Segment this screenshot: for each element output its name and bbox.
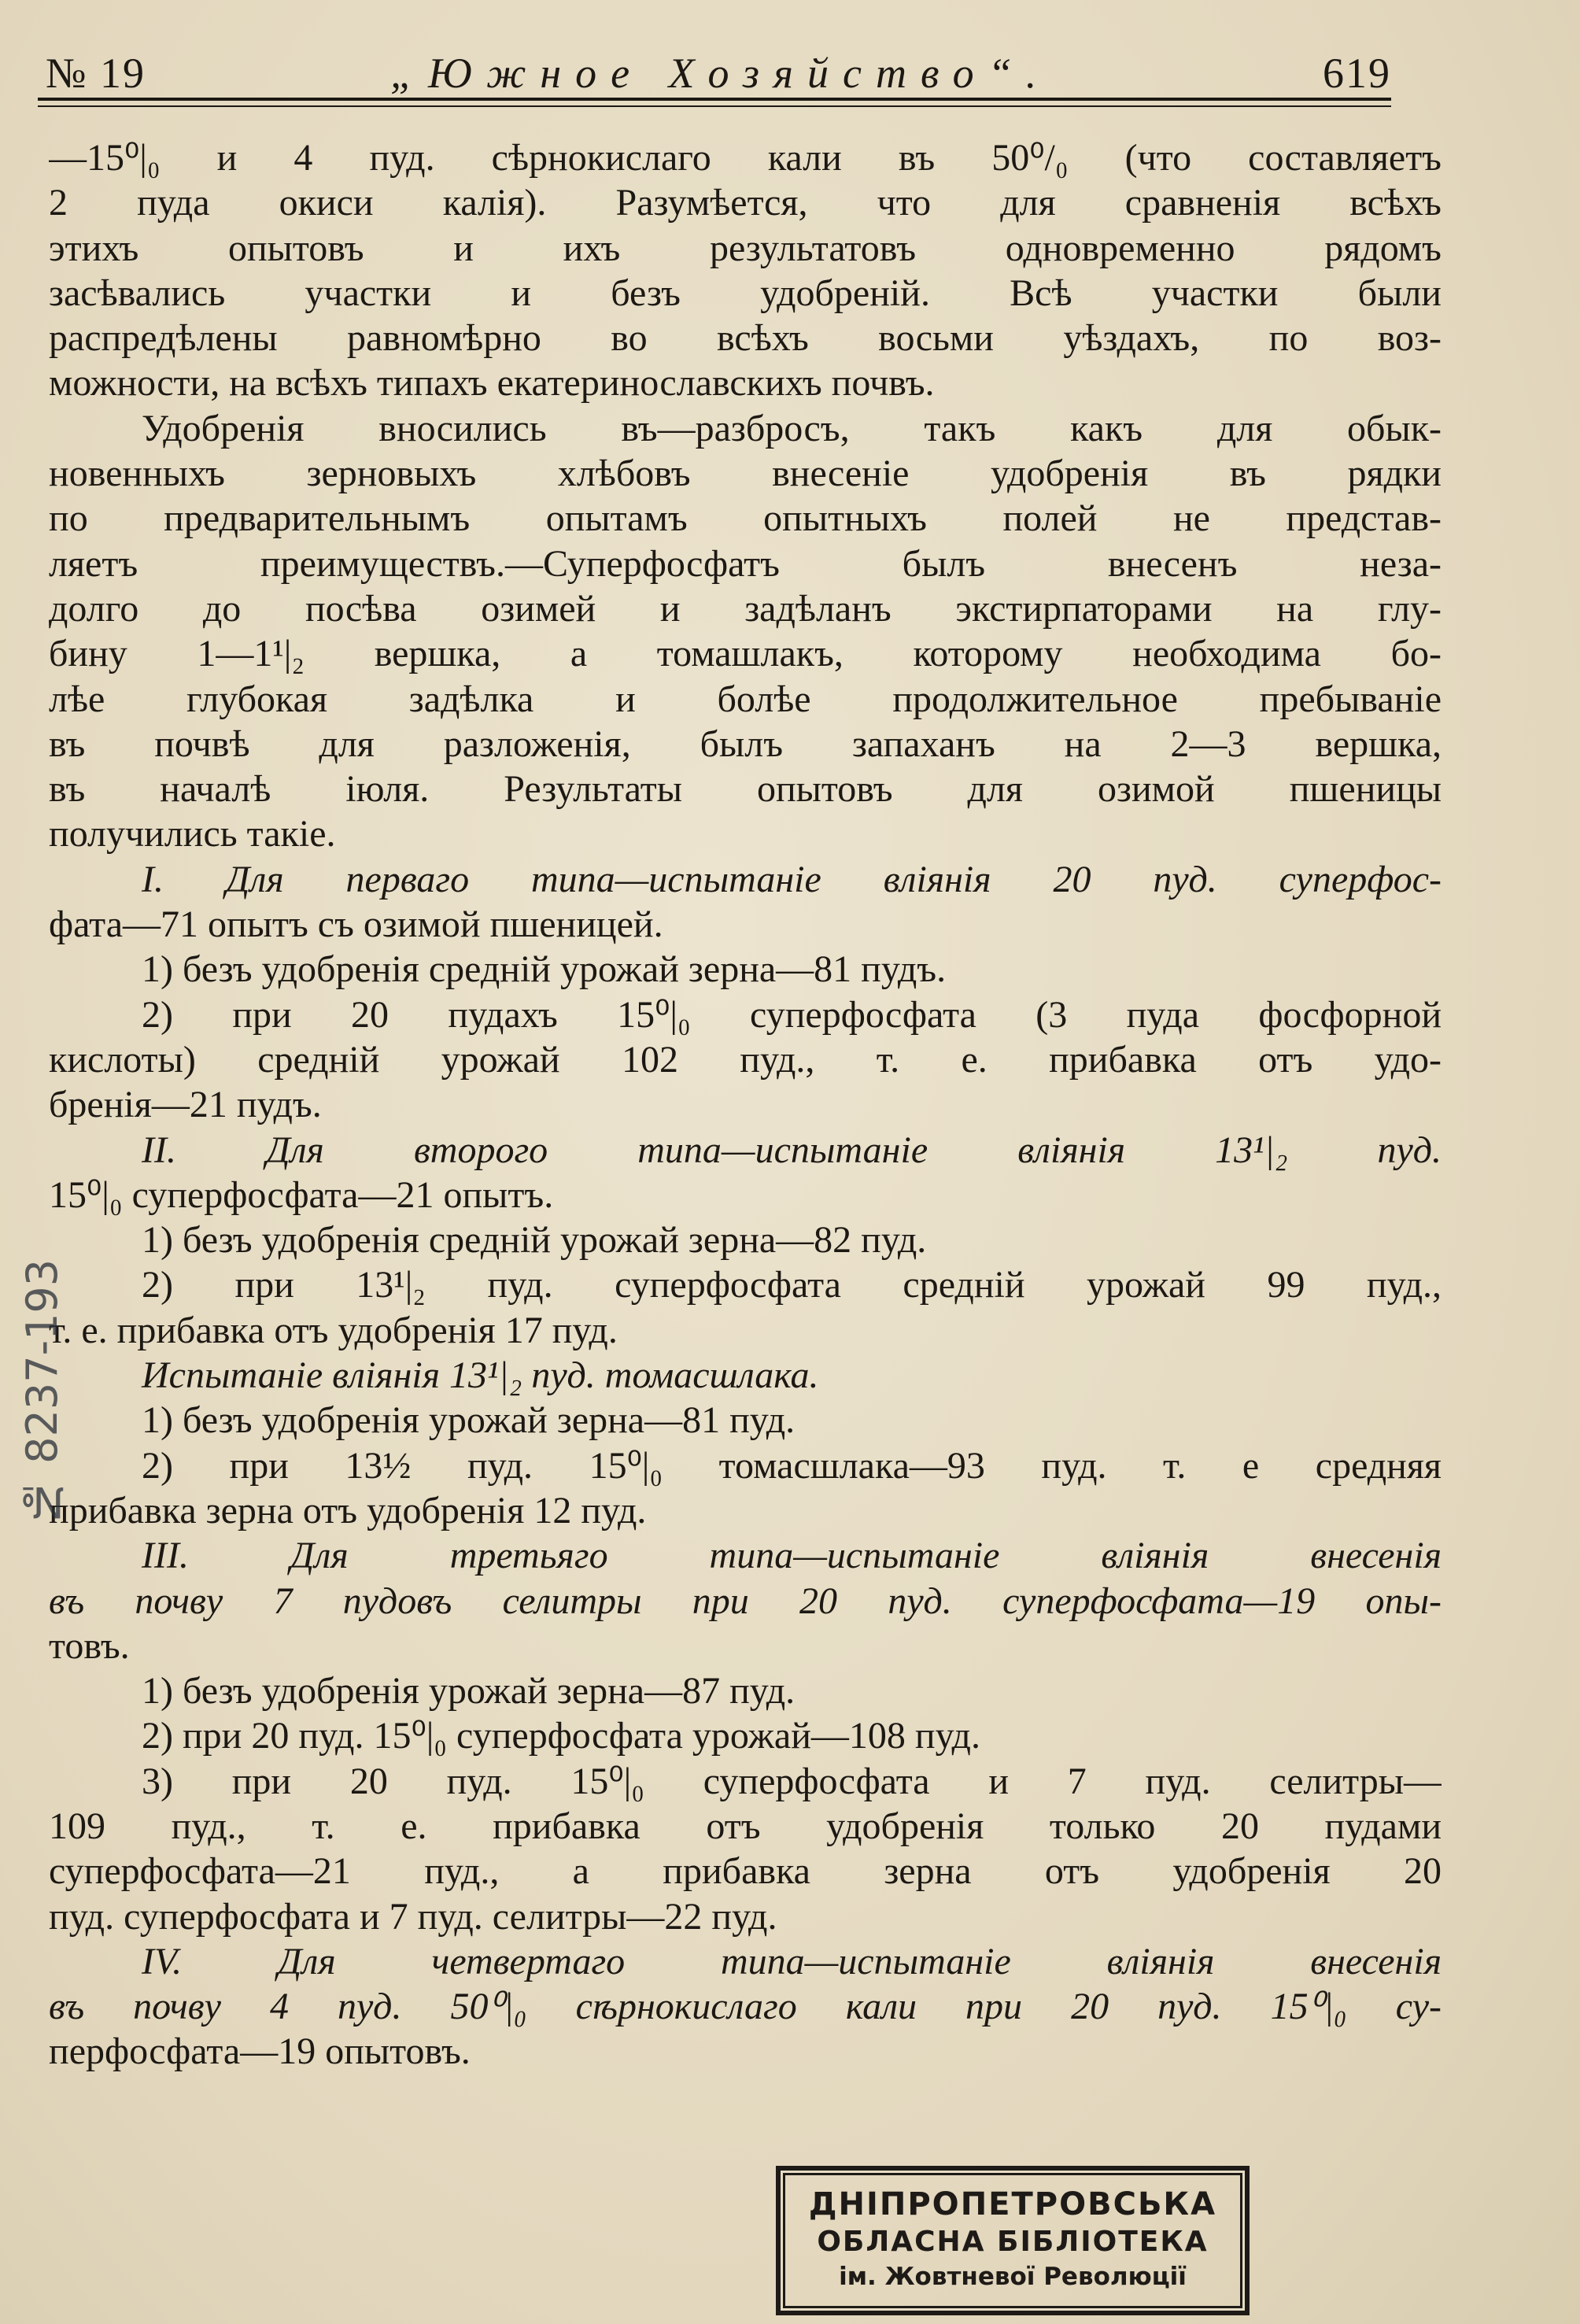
text-line: засѣвались участки и безъ удобреній. Всѣ участки были (49, 272, 1442, 314)
text-line: I. Для перваго типа—испытаніе вліянія 20 пуд. суперфос- (142, 858, 1442, 900)
text-line: 1) безъ удобренія урожай зерна—81 пуд. (142, 1399, 796, 1442)
text-line: II. Для второго типа—испытаніе вліянія 13¹|₂ пуд. (142, 1129, 1442, 1171)
running-header (46, 41, 1391, 98)
library-stamp (776, 2166, 1250, 2315)
text-line: 109 пуд., т. е. прибавка отъ удобренія только 20 пудами (49, 1805, 1442, 1847)
text-line: III. Для третьяго типа—испытаніе вліянія внесенія (142, 1535, 1442, 1577)
text-line: 1) безъ удобренія урожай зерна—87 пуд. (142, 1670, 796, 1713)
text-line: Испытаніе вліянія 13¹|₂ пуд. томасшлака. (142, 1354, 819, 1397)
issue-number: № 19 (46, 50, 146, 97)
text-line: т. е. прибавка отъ удобренія 17 пуд. (49, 1309, 618, 1351)
text-line: фата—71 опытъ съ озимой пшеницей. (49, 903, 663, 946)
stamp-line-2: ОБЛАСНА БІБЛІОТЕКА (817, 2226, 1209, 2258)
text-line: товъ. (49, 1624, 130, 1667)
text-line: 1) безъ удобренія средній урожай зерна—82 пуд. (142, 1219, 927, 1262)
text-line: въ почвѣ для разложенія, былъ запаханъ на 2—3 вершка, (49, 722, 1442, 765)
text-line: въ почву 7 пудовъ селитры при 20 пуд. суперфосфата—19 опы- (49, 1580, 1442, 1622)
text-line: распредѣлены равномѣрно во всѣхъ восьми уѣздахъ, по воз- (49, 317, 1442, 360)
text-line: —15⁰|₀ и 4 пуд. сѣрнокислаго кали въ 50⁰/₀ (что составляетъ (49, 137, 1442, 179)
text-line: кислоты) средній урожай 102 пуд., т. е. прибавка отъ удо- (49, 1038, 1442, 1081)
text-line: новенныхъ зерновыхъ хлѣбовъ внесеніе удобренія въ рядки (49, 453, 1442, 495)
header-rule-thin (38, 105, 1391, 107)
text-line: долго до посѣва озимей и задѣланъ экстирпаторами на глу- (49, 587, 1442, 630)
page-number: 619 (1323, 50, 1391, 97)
stamp-line-1: ДНІПРОПЕТРОВСЬКА (808, 2186, 1217, 2222)
text-line: 2) при 20 пуд. 15⁰|₀ суперфосфата урожай—108 пуд. (142, 1715, 980, 1757)
text-line: лѣе глубокая задѣлка и болѣе продолжительное пребываніе (49, 678, 1442, 720)
text-line: 2) при 13¹|₂ пуд. суперфосфата средній урожай 99 пуд., (142, 1264, 1442, 1306)
text-line: 2) при 13½ пуд. 15⁰|₀ томасшлака—93 пуд. т. е средняя (142, 1444, 1442, 1487)
body-text (49, 135, 1442, 2075)
text-line: можности, на всѣхъ типахъ екатеринославскихъ почвъ. (49, 362, 935, 405)
text-line: 2 пуда окиси калія). Разумѣется, что для сравненія всѣхъ (49, 182, 1442, 224)
text-line: перфосфата—19 опытовъ. (49, 2030, 471, 2073)
text-line: по предварительнымъ опытамъ опытныхъ полей не представ- (49, 497, 1442, 540)
text-line: этихъ опытовъ и ихъ результатовъ одновременно рядомъ (49, 227, 1442, 269)
text-line: Удобренія вносились въ—разбросъ, такъ какъ для обык- (142, 407, 1442, 449)
text-line: 1) безъ удобренія средній урожай зерна—81 пудъ. (142, 948, 947, 991)
text-line: IV. Для четвертаго типа—испытаніе вліянія внесенія (142, 1940, 1442, 1982)
stamp-line-3: ім. Жовтневої Революції (839, 2263, 1187, 2291)
text-line: пуд. суперфосфата и 7 пуд. селитры—22 пуд. (49, 1895, 777, 1938)
text-line: получились такіе. (49, 813, 336, 855)
handwritten-margin-note: № 8237-193 (17, 1258, 67, 1527)
text-line: бину 1—1¹|₂ вершка, а томашлакъ, которому необходима бо- (49, 633, 1442, 675)
text-line: прибавка зерна отъ удобренія 12 пуд. (49, 1489, 647, 1531)
header-rule-thick (38, 98, 1391, 101)
text-line: 2) при 20 пудахъ 15⁰|₀ суперфосфата (3 пуда фосфорной (142, 993, 1442, 1036)
text-line: суперфосфата—21 пуд., а прибавка зерна отъ удобренія 20 (49, 1850, 1442, 1893)
journal-title: „Южное Хозяйство“. (390, 50, 1051, 97)
text-line: въ началѣ іюля. Результаты опытовъ для озимой пшеницы (49, 768, 1442, 811)
text-line: 15⁰|₀ суперфосфата—21 опытъ. (49, 1173, 554, 1216)
text-line: въ почву 4 пуд. 50⁰|₀ сѣрнокислаго кали при 20 пуд. 15⁰|₀ су- (49, 1986, 1442, 2028)
text-line: бренія—21 пудъ. (49, 1084, 322, 1126)
text-line: 3) при 20 пуд. 15⁰|₀ суперфосфата и 7 пуд. селитры— (142, 1760, 1442, 1802)
text-line: ляетъ преимуществъ.—Суперфосфатъ былъ внесенъ неза- (49, 542, 1442, 585)
